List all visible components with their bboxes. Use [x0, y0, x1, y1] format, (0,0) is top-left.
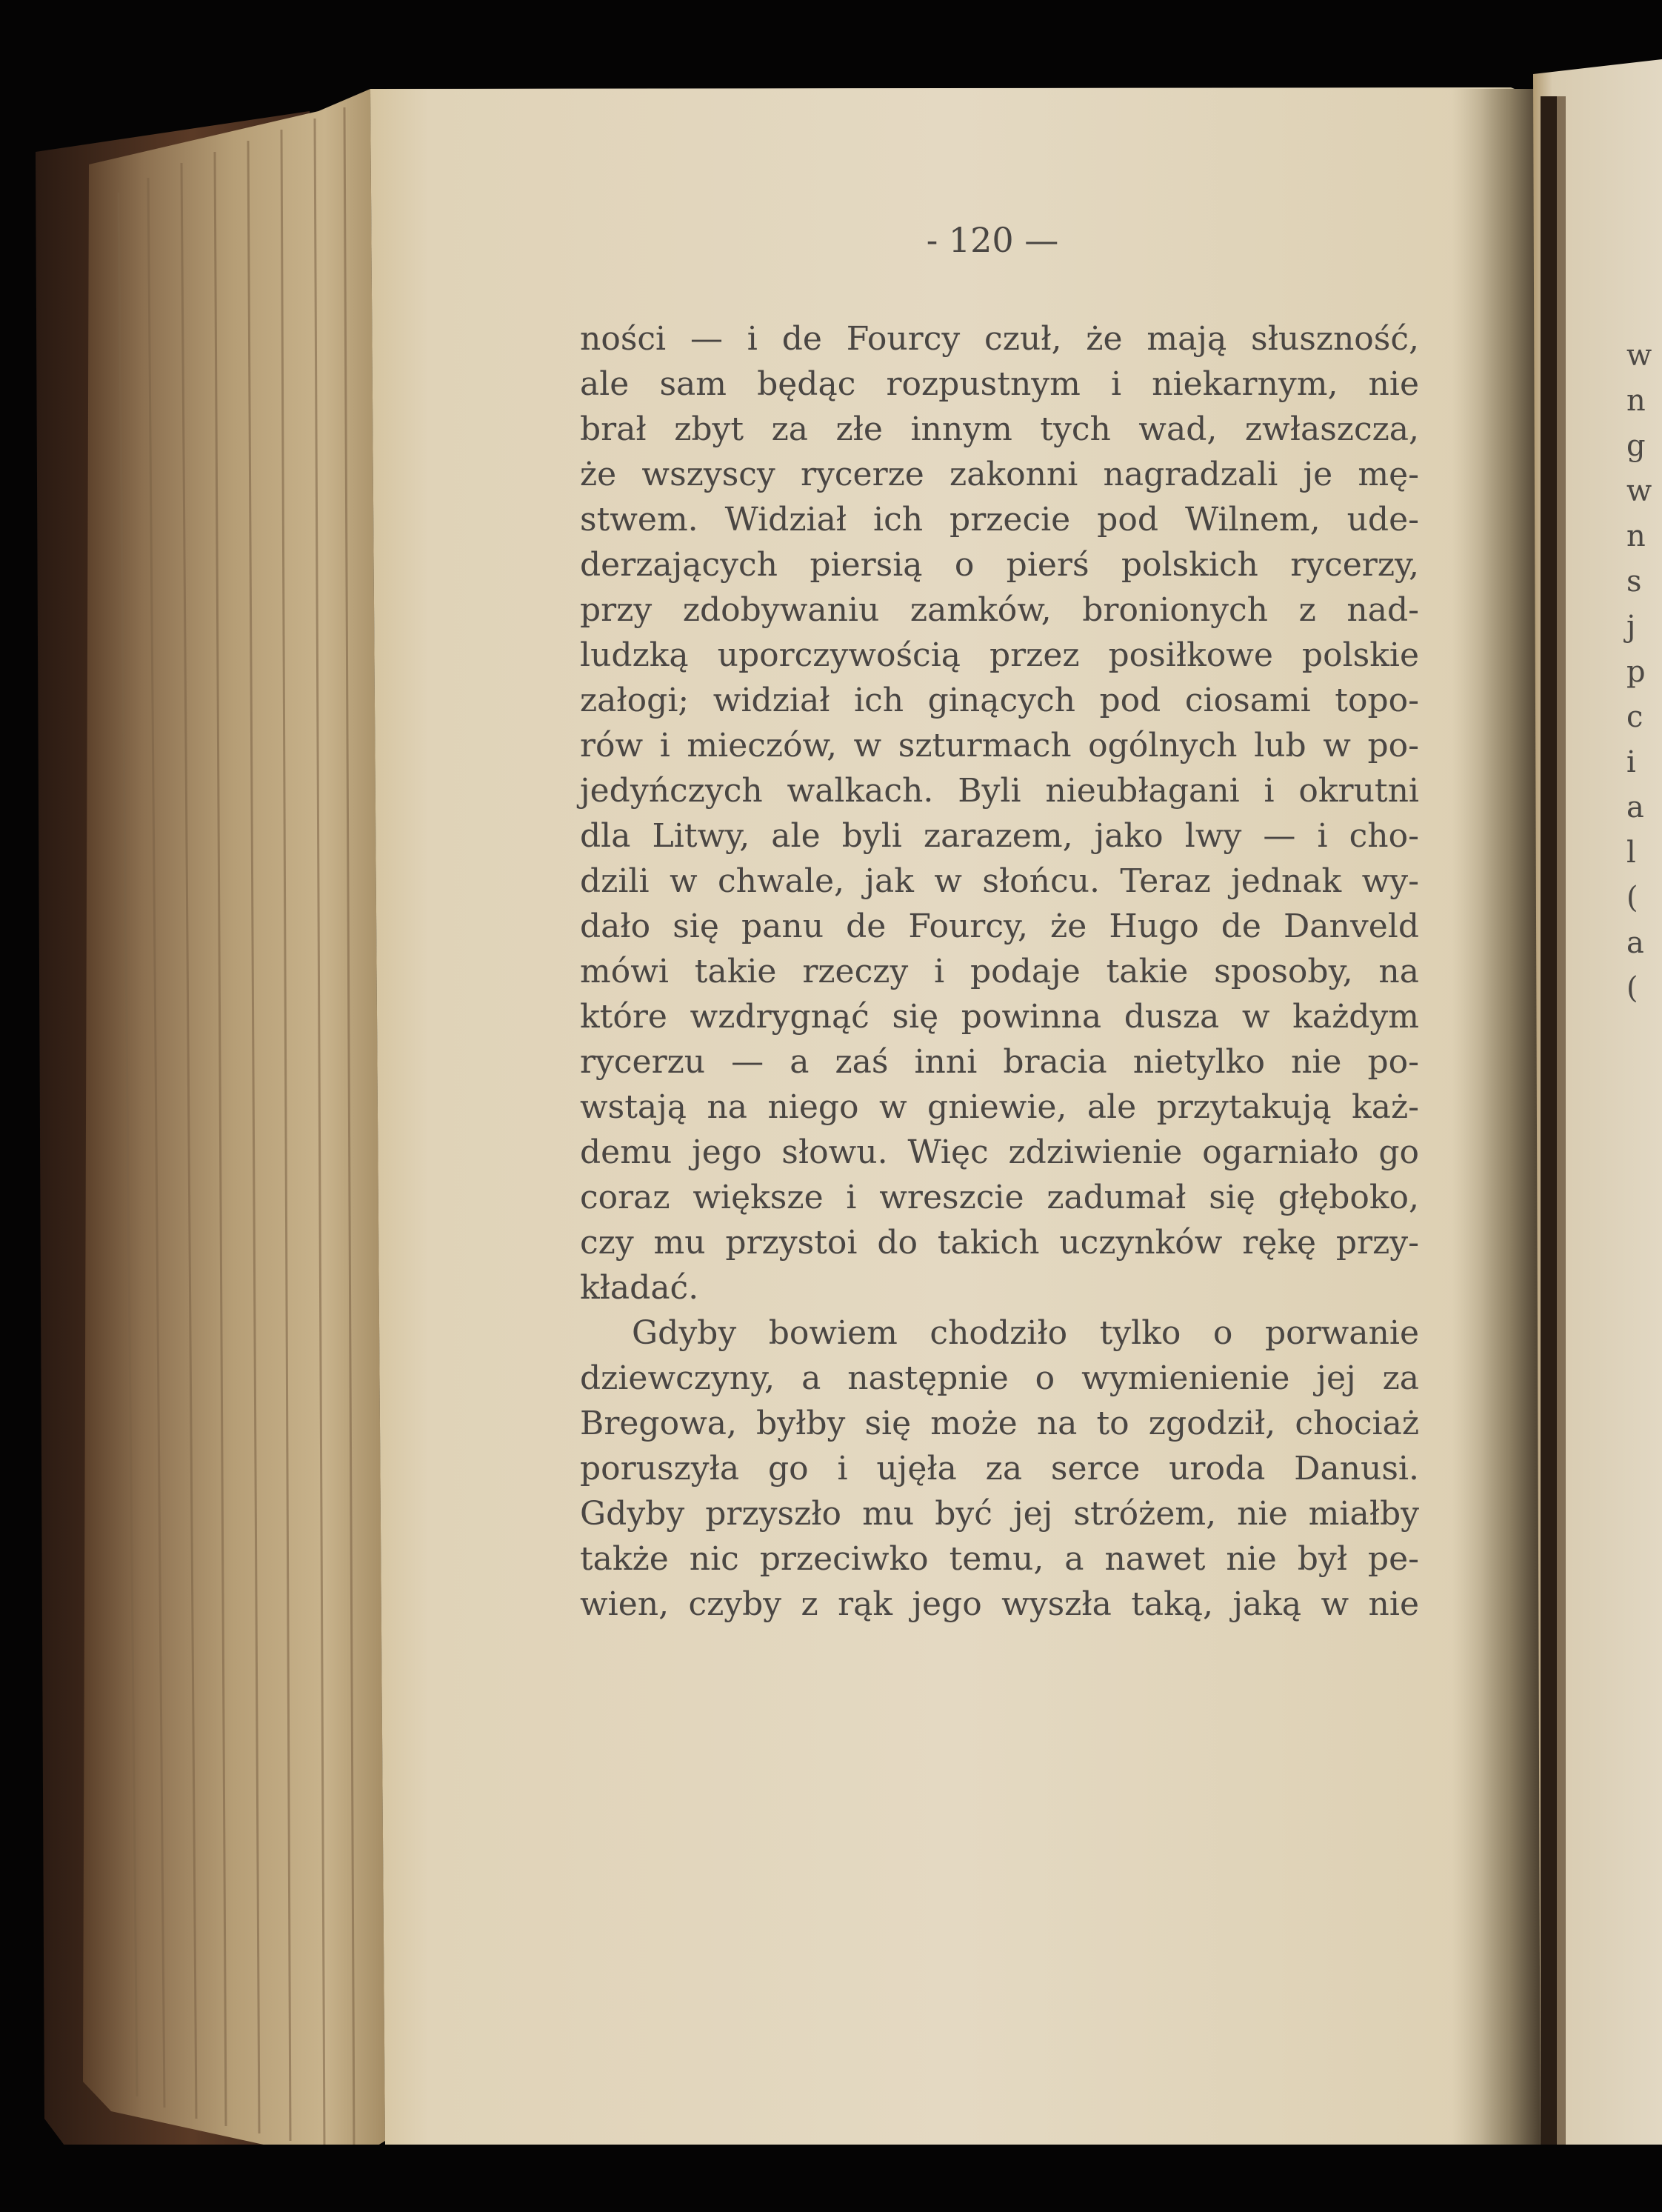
text-line: mówi takie rzeczy i podaje takie sposoby, na: [580, 953, 1419, 990]
text-line: wien, czyby z rąk jego wyszła taką, jaką w nie: [580, 1585, 1419, 1623]
text-line: załogi; widział ich ginących pod ciosami topo-: [580, 682, 1419, 719]
text-line: stwem. Widział ich przecie pod Wilnem, ude-: [580, 501, 1419, 539]
text-line: rycerzu — a zaś inni bracia nietylko nie po-: [580, 1043, 1419, 1081]
facing-letter: w: [1626, 474, 1652, 508]
facing-letter: (: [1626, 971, 1638, 1005]
gutter-shadow: [1452, 89, 1548, 2145]
text-line: że wszyscy rycerze zakonni nagradzali je mę-: [580, 456, 1419, 493]
facing-letter: g: [1626, 429, 1646, 463]
page-number: - 120 —: [926, 220, 1059, 260]
facing-letter: n: [1626, 519, 1646, 553]
text-line: coraz większe i wreszcie zadumał się głęboko,: [580, 1179, 1419, 1216]
text-line: przy zdobywaniu zamków, bronionych z nad-: [580, 591, 1419, 629]
text-line: derzających piersią o pierś polskich rycerzy,: [580, 546, 1419, 584]
text-line: dla Litwy, ale byli zarazem, jako lwy — i cho-: [580, 817, 1419, 855]
facing-letter: w: [1626, 339, 1652, 373]
facing-letter: a: [1626, 926, 1644, 960]
text-line: także nic przeciwko temu, a nawet nie był pe-: [580, 1540, 1419, 1578]
text-line: Bregowa, byłby się może na to zgodził, chociaż: [580, 1405, 1419, 1442]
facing-letter: a: [1626, 790, 1644, 824]
facing-letter: i: [1626, 745, 1636, 779]
text-line: które wzdrygnąć się powinna dusza w każdym: [580, 998, 1419, 1036]
facing-letter: s: [1626, 564, 1642, 599]
facing-letter: p: [1626, 655, 1646, 689]
text-line: ludzką uporczywością przez posiłkowe polskie: [580, 636, 1419, 674]
text-line: demu jego słowu. Więc zdziwienie ogarniało go: [580, 1133, 1419, 1171]
text-line-paragraph-start: Gdyby bowiem chodziło tylko o porwanie: [632, 1314, 1419, 1352]
text-line: dało się panu de Fourcy, że Hugo de Danveld: [580, 907, 1419, 945]
text-line: poruszyła go i ujęła za serce uroda Danusi.: [580, 1450, 1419, 1488]
text-line: brał zbyt za złe innym tych wad, zwłaszcza,: [580, 410, 1419, 448]
text-line: Gdyby przyszło mu być jej stróżem, nie miałby: [580, 1495, 1419, 1533]
bottom-shadow: [0, 2145, 1662, 2212]
text-line: rów i mieczów, w szturmach ogólnych lub w po-: [580, 727, 1419, 764]
facing-letter: n: [1626, 384, 1646, 418]
text-line: dzili w chwale, jak w słońcu. Teraz jednak wy-: [580, 862, 1419, 900]
body-text: [580, 317, 1419, 1623]
text-line: kładać.: [580, 1269, 699, 1307]
facing-letter: (: [1626, 881, 1638, 915]
text-line: dziewczyny, a następnie o wymienienie jej za: [580, 1359, 1419, 1397]
facing-letter: j: [1626, 610, 1636, 644]
gutter-binding: [1541, 96, 1557, 2171]
text-line: wstają na niego w gniewie, ale przytakują każ-: [580, 1088, 1419, 1126]
facing-letter: c: [1626, 700, 1643, 734]
facing-page-text: [1626, 304, 1662, 1193]
facing-letter: l: [1626, 836, 1636, 870]
text-line: czy mu przystoi do takich uczynków rękę przy-: [580, 1224, 1419, 1262]
text-line: ale sam będąc rozpustnym i niekarnym, nie: [580, 365, 1419, 403]
text-line: ności — i de Fourcy czuł, że mają słuszność,: [580, 320, 1419, 358]
text-line: jedyńczych walkach. Byli nieubłagani i okrutni: [580, 772, 1419, 810]
